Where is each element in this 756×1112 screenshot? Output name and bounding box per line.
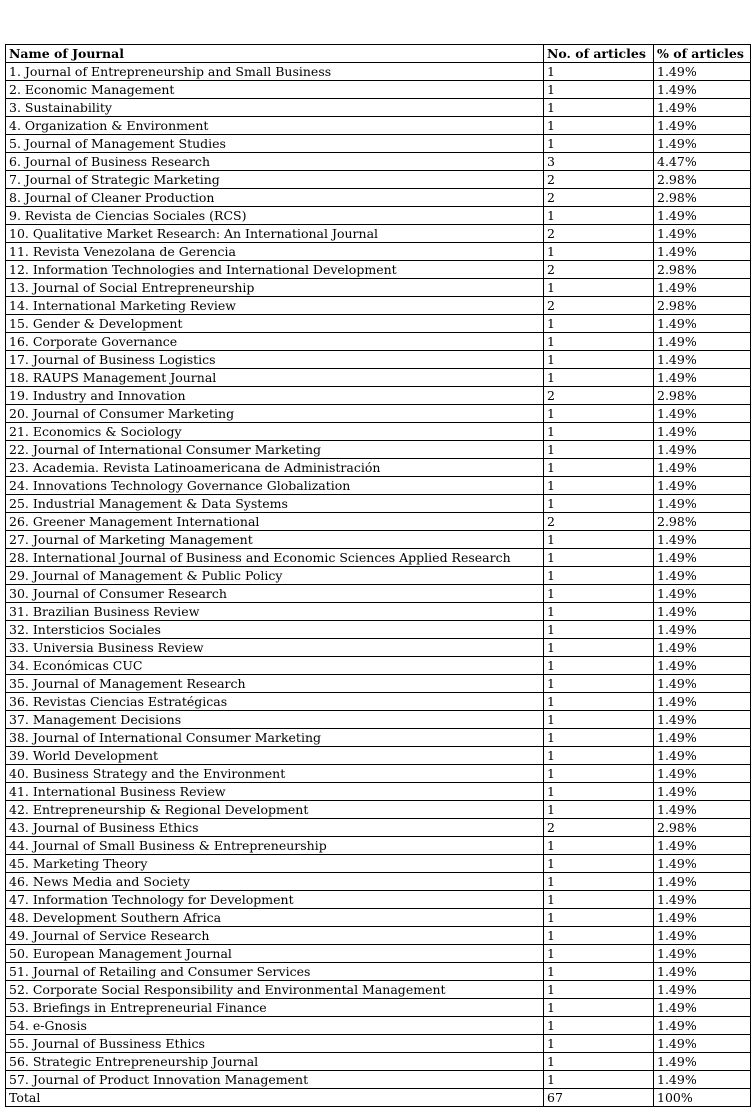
article-percent-cell: 4.47% <box>654 153 751 171</box>
table-row <box>6 567 751 585</box>
article-count-cell: 1 <box>544 459 654 477</box>
article-percent-cell: 1.49% <box>654 783 751 801</box>
table-row <box>6 711 751 729</box>
article-count-cell: 1 <box>544 837 654 855</box>
table-row <box>6 279 751 297</box>
journal-name-cell: 33. Universia Business Review <box>6 639 544 657</box>
table-row <box>6 603 751 621</box>
journal-name-cell: 8. Journal of Cleaner Production <box>6 189 544 207</box>
journal-name-cell: 40. Business Strategy and the Environment <box>6 765 544 783</box>
table-row <box>6 243 751 261</box>
journal-name-cell: 51. Journal of Retailing and Consumer Services <box>6 963 544 981</box>
journal-name-cell: 17. Journal of Business Logistics <box>6 351 544 369</box>
article-percent-cell: 1.49% <box>654 63 751 81</box>
article-percent-cell: 1.49% <box>654 459 751 477</box>
journal-name-cell: 35. Journal of Management Research <box>6 675 544 693</box>
journal-name-cell: 25. Industrial Management & Data Systems <box>6 495 544 513</box>
journal-name-cell: 29. Journal of Management & Public Policy <box>6 567 544 585</box>
table-row <box>6 99 751 117</box>
journal-name-cell: 38. Journal of International Consumer Marketing <box>6 729 544 747</box>
article-count-cell: 1 <box>544 441 654 459</box>
article-percent-cell: 1.49% <box>654 441 751 459</box>
article-percent-cell: 1.49% <box>654 891 751 909</box>
journal-name-cell: 16. Corporate Governance <box>6 333 544 351</box>
journal-name-cell: 27. Journal of Marketing Management <box>6 531 544 549</box>
journal-name-cell: 50. European Management Journal <box>6 945 544 963</box>
article-percent-cell: 1.49% <box>654 531 751 549</box>
table-row <box>6 585 751 603</box>
journal-name-cell: 31. Brazilian Business Review <box>6 603 544 621</box>
journal-name-cell: 12. Information Technologies and International Development <box>6 261 544 279</box>
table-row <box>6 1071 751 1089</box>
article-percent-cell: 1.49% <box>654 963 751 981</box>
table-row <box>6 657 751 675</box>
article-count-cell: 2 <box>544 171 654 189</box>
article-percent-cell: 1.49% <box>654 567 751 585</box>
table-row <box>6 1017 751 1035</box>
article-percent-cell: 2.98% <box>654 387 751 405</box>
journal-name-cell: 53. Briefings in Entrepreneurial Finance <box>6 999 544 1017</box>
article-count-cell: 1 <box>544 981 654 999</box>
article-count-cell: 1 <box>544 693 654 711</box>
journal-name-cell: 4. Organization & Environment <box>6 117 544 135</box>
article-percent-cell: 1.49% <box>654 549 751 567</box>
table-row <box>6 963 751 981</box>
article-count-cell: 1 <box>544 747 654 765</box>
article-percent-cell: 2.98% <box>654 189 751 207</box>
header-article-count: No. of articles <box>544 45 654 63</box>
table-row <box>6 495 751 513</box>
article-count-cell: 1 <box>544 909 654 927</box>
article-percent-cell: 1.49% <box>654 765 751 783</box>
article-percent-cell: 1.49% <box>654 711 751 729</box>
journal-name-cell: 9. Revista de Ciencias Sociales (RCS) <box>6 207 544 225</box>
article-count-cell: 1 <box>544 963 654 981</box>
article-count-cell: 1 <box>544 873 654 891</box>
journal-name-cell: 43. Journal of Business Ethics <box>6 819 544 837</box>
article-count-cell: 2 <box>544 819 654 837</box>
article-percent-cell: 1.49% <box>654 873 751 891</box>
article-percent-cell: 1.49% <box>654 909 751 927</box>
article-percent-cell: 1.49% <box>654 423 751 441</box>
table-row <box>6 117 751 135</box>
article-count-cell: 1 <box>544 945 654 963</box>
table-row <box>6 153 751 171</box>
table-row <box>6 729 751 747</box>
journal-name-cell: 30. Journal of Consumer Research <box>6 585 544 603</box>
table-row <box>6 981 751 999</box>
article-count-cell: 2 <box>544 297 654 315</box>
table-row <box>6 189 751 207</box>
journal-name-cell: 39. World Development <box>6 747 544 765</box>
article-count-cell: 1 <box>544 351 654 369</box>
article-count-cell: 1 <box>544 891 654 909</box>
table-row <box>6 531 751 549</box>
article-percent-cell: 1.49% <box>654 693 751 711</box>
journal-name-cell: 6. Journal of Business Research <box>6 153 544 171</box>
journal-name-cell: 11. Revista Venezolana de Gerencia <box>6 243 544 261</box>
article-percent-cell: 1.49% <box>654 279 751 297</box>
table-row <box>6 225 751 243</box>
article-percent-cell: 1.49% <box>654 243 751 261</box>
table-row <box>6 207 751 225</box>
table-row <box>6 855 751 873</box>
article-percent-cell: 2.98% <box>654 819 751 837</box>
journal-name-cell: 10. Qualitative Market Research: An International Journal <box>6 225 544 243</box>
article-count-cell: 1 <box>544 639 654 657</box>
table-header-row <box>6 45 751 63</box>
article-count-cell: 1 <box>544 855 654 873</box>
table-body <box>6 63 751 1089</box>
article-percent-cell: 1.49% <box>654 729 751 747</box>
journal-name-cell: 34. Económicas CUC <box>6 657 544 675</box>
journal-name-cell: 42. Entrepreneurship & Regional Development <box>6 801 544 819</box>
journal-name-cell: 55. Journal of Bussiness Ethics <box>6 1035 544 1053</box>
article-count-cell: 1 <box>544 729 654 747</box>
table-row <box>6 477 751 495</box>
article-percent-cell: 1.49% <box>654 801 751 819</box>
journal-name-cell: 56. Strategic Entrepreneurship Journal <box>6 1053 544 1071</box>
table-row <box>6 81 751 99</box>
header-article-percent: % of articles <box>654 45 751 63</box>
article-count-cell: 1 <box>544 63 654 81</box>
article-percent-cell: 1.49% <box>654 333 751 351</box>
article-count-cell: 1 <box>544 405 654 423</box>
journal-name-cell: 1. Journal of Entrepreneurship and Small Business <box>6 63 544 81</box>
journal-name-cell: 24. Innovations Technology Governance Globalization <box>6 477 544 495</box>
total-count: 67 <box>544 1089 654 1107</box>
table-row <box>6 387 751 405</box>
journal-name-cell: 45. Marketing Theory <box>6 855 544 873</box>
article-percent-cell: 1.49% <box>654 351 751 369</box>
article-count-cell: 1 <box>544 207 654 225</box>
table-row <box>6 297 751 315</box>
article-percent-cell: 1.49% <box>654 477 751 495</box>
article-count-cell: 1 <box>544 675 654 693</box>
article-count-cell: 1 <box>544 999 654 1017</box>
journal-name-cell: 36. Revistas Ciencias Estratégicas <box>6 693 544 711</box>
article-count-cell: 1 <box>544 1017 654 1035</box>
article-percent-cell: 1.49% <box>654 837 751 855</box>
article-percent-cell: 1.49% <box>654 675 751 693</box>
article-percent-cell: 1.49% <box>654 855 751 873</box>
article-count-cell: 1 <box>544 927 654 945</box>
table-row <box>6 675 751 693</box>
journal-name-cell: 3. Sustainability <box>6 99 544 117</box>
table-row <box>6 693 751 711</box>
table-row <box>6 801 751 819</box>
table-row <box>6 927 751 945</box>
article-percent-cell: 1.49% <box>654 1071 751 1089</box>
article-count-cell: 1 <box>544 657 654 675</box>
article-percent-cell: 1.49% <box>654 315 751 333</box>
table-row <box>6 909 751 927</box>
article-count-cell: 1 <box>544 333 654 351</box>
article-count-cell: 1 <box>544 279 654 297</box>
article-percent-cell: 1.49% <box>654 207 751 225</box>
table-row <box>6 783 751 801</box>
table-row <box>6 747 751 765</box>
article-percent-cell: 1.49% <box>654 945 751 963</box>
table-row <box>6 891 751 909</box>
table-row <box>6 171 751 189</box>
article-count-cell: 1 <box>544 711 654 729</box>
table-row <box>6 369 751 387</box>
article-percent-cell: 1.49% <box>654 981 751 999</box>
journal-name-cell: 15. Gender & Development <box>6 315 544 333</box>
article-percent-cell: 1.49% <box>654 603 751 621</box>
article-count-cell: 1 <box>544 1053 654 1071</box>
article-count-cell: 2 <box>544 513 654 531</box>
table-row <box>6 423 751 441</box>
article-percent-cell: 2.98% <box>654 297 751 315</box>
total-row <box>6 1089 751 1107</box>
table-row <box>6 837 751 855</box>
table-row <box>6 63 751 81</box>
table-row <box>6 315 751 333</box>
header-journal-name: Name of Journal <box>6 45 544 63</box>
journal-name-cell: 22. Journal of International Consumer Marketing <box>6 441 544 459</box>
journal-name-cell: 7. Journal of Strategic Marketing <box>6 171 544 189</box>
article-count-cell: 1 <box>544 783 654 801</box>
article-percent-cell: 1.49% <box>654 657 751 675</box>
table-row <box>6 1053 751 1071</box>
article-percent-cell: 1.49% <box>654 1035 751 1053</box>
article-percent-cell: 1.49% <box>654 225 751 243</box>
article-count-cell: 1 <box>544 135 654 153</box>
journal-name-cell: 23. Academia. Revista Latinoamericana de Administración <box>6 459 544 477</box>
journal-name-cell: 21. Economics & Sociology <box>6 423 544 441</box>
article-count-cell: 1 <box>544 315 654 333</box>
journal-name-cell: 18. RAUPS Management Journal <box>6 369 544 387</box>
journal-name-cell: 49. Journal of Service Research <box>6 927 544 945</box>
article-percent-cell: 1.49% <box>654 405 751 423</box>
table-row <box>6 405 751 423</box>
table-row <box>6 441 751 459</box>
article-count-cell: 1 <box>544 549 654 567</box>
article-count-cell: 1 <box>544 801 654 819</box>
article-count-cell: 1 <box>544 99 654 117</box>
table-row <box>6 135 751 153</box>
article-percent-cell: 1.49% <box>654 117 751 135</box>
article-count-cell: 2 <box>544 189 654 207</box>
journal-name-cell: 26. Greener Management International <box>6 513 544 531</box>
table-row <box>6 333 751 351</box>
article-count-cell: 1 <box>544 1035 654 1053</box>
table-row <box>6 351 751 369</box>
journal-name-cell: 20. Journal of Consumer Marketing <box>6 405 544 423</box>
journal-name-cell: 46. News Media and Society <box>6 873 544 891</box>
article-percent-cell: 1.49% <box>654 81 751 99</box>
article-count-cell: 2 <box>544 261 654 279</box>
article-count-cell: 1 <box>544 117 654 135</box>
article-percent-cell: 1.49% <box>654 1017 751 1035</box>
table-row <box>6 261 751 279</box>
article-percent-cell: 1.49% <box>654 621 751 639</box>
article-count-cell: 1 <box>544 585 654 603</box>
article-percent-cell: 1.49% <box>654 639 751 657</box>
article-count-cell: 1 <box>544 495 654 513</box>
table-row <box>6 513 751 531</box>
article-count-cell: 1 <box>544 621 654 639</box>
journal-name-cell: 48. Development Southern Africa <box>6 909 544 927</box>
article-count-cell: 1 <box>544 765 654 783</box>
article-count-cell: 1 <box>544 567 654 585</box>
table-row <box>6 1035 751 1053</box>
journal-name-cell: 5. Journal of Management Studies <box>6 135 544 153</box>
journal-name-cell: 47. Information Technology for Development <box>6 891 544 909</box>
journal-name-cell: 41. International Business Review <box>6 783 544 801</box>
article-count-cell: 3 <box>544 153 654 171</box>
journal-name-cell: 13. Journal of Social Entrepreneurship <box>6 279 544 297</box>
article-percent-cell: 1.49% <box>654 585 751 603</box>
journal-name-cell: 32. Intersticios Sociales <box>6 621 544 639</box>
article-count-cell: 2 <box>544 225 654 243</box>
article-count-cell: 1 <box>544 81 654 99</box>
article-count-cell: 1 <box>544 1071 654 1089</box>
table-row <box>6 945 751 963</box>
article-percent-cell: 2.98% <box>654 171 751 189</box>
table-row <box>6 459 751 477</box>
total-label: Total <box>6 1089 544 1107</box>
article-count-cell: 1 <box>544 243 654 261</box>
journal-name-cell: 14. International Marketing Review <box>6 297 544 315</box>
article-count-cell: 1 <box>544 477 654 495</box>
journal-name-cell: 57. Journal of Product Innovation Management <box>6 1071 544 1089</box>
table-row <box>6 639 751 657</box>
article-percent-cell: 1.49% <box>654 99 751 117</box>
article-count-cell: 1 <box>544 531 654 549</box>
table-row <box>6 999 751 1017</box>
table-row <box>6 873 751 891</box>
article-percent-cell: 1.49% <box>654 1053 751 1071</box>
article-percent-cell: 1.49% <box>654 999 751 1017</box>
journals-table <box>5 44 751 1107</box>
table-row <box>6 819 751 837</box>
table-row <box>6 621 751 639</box>
journal-name-cell: 44. Journal of Small Business & Entrepreneurship <box>6 837 544 855</box>
journal-name-cell: 52. Corporate Social Responsibility and Environmental Management <box>6 981 544 999</box>
article-percent-cell: 2.98% <box>654 513 751 531</box>
article-count-cell: 2 <box>544 387 654 405</box>
article-percent-cell: 2.98% <box>654 261 751 279</box>
article-percent-cell: 1.49% <box>654 495 751 513</box>
total-percent: 100% <box>654 1089 751 1107</box>
article-percent-cell: 1.49% <box>654 747 751 765</box>
table-row <box>6 765 751 783</box>
journal-name-cell: 19. Industry and Innovation <box>6 387 544 405</box>
article-percent-cell: 1.49% <box>654 369 751 387</box>
journal-name-cell: 54. e-Gnosis <box>6 1017 544 1035</box>
journal-name-cell: 37. Management Decisions <box>6 711 544 729</box>
article-count-cell: 1 <box>544 423 654 441</box>
article-percent-cell: 1.49% <box>654 927 751 945</box>
article-count-cell: 1 <box>544 369 654 387</box>
article-percent-cell: 1.49% <box>654 135 751 153</box>
journal-name-cell: 2. Economic Management <box>6 81 544 99</box>
table-row <box>6 549 751 567</box>
journal-name-cell: 28. International Journal of Business and Economic Sciences Applied Research <box>6 549 544 567</box>
article-count-cell: 1 <box>544 603 654 621</box>
